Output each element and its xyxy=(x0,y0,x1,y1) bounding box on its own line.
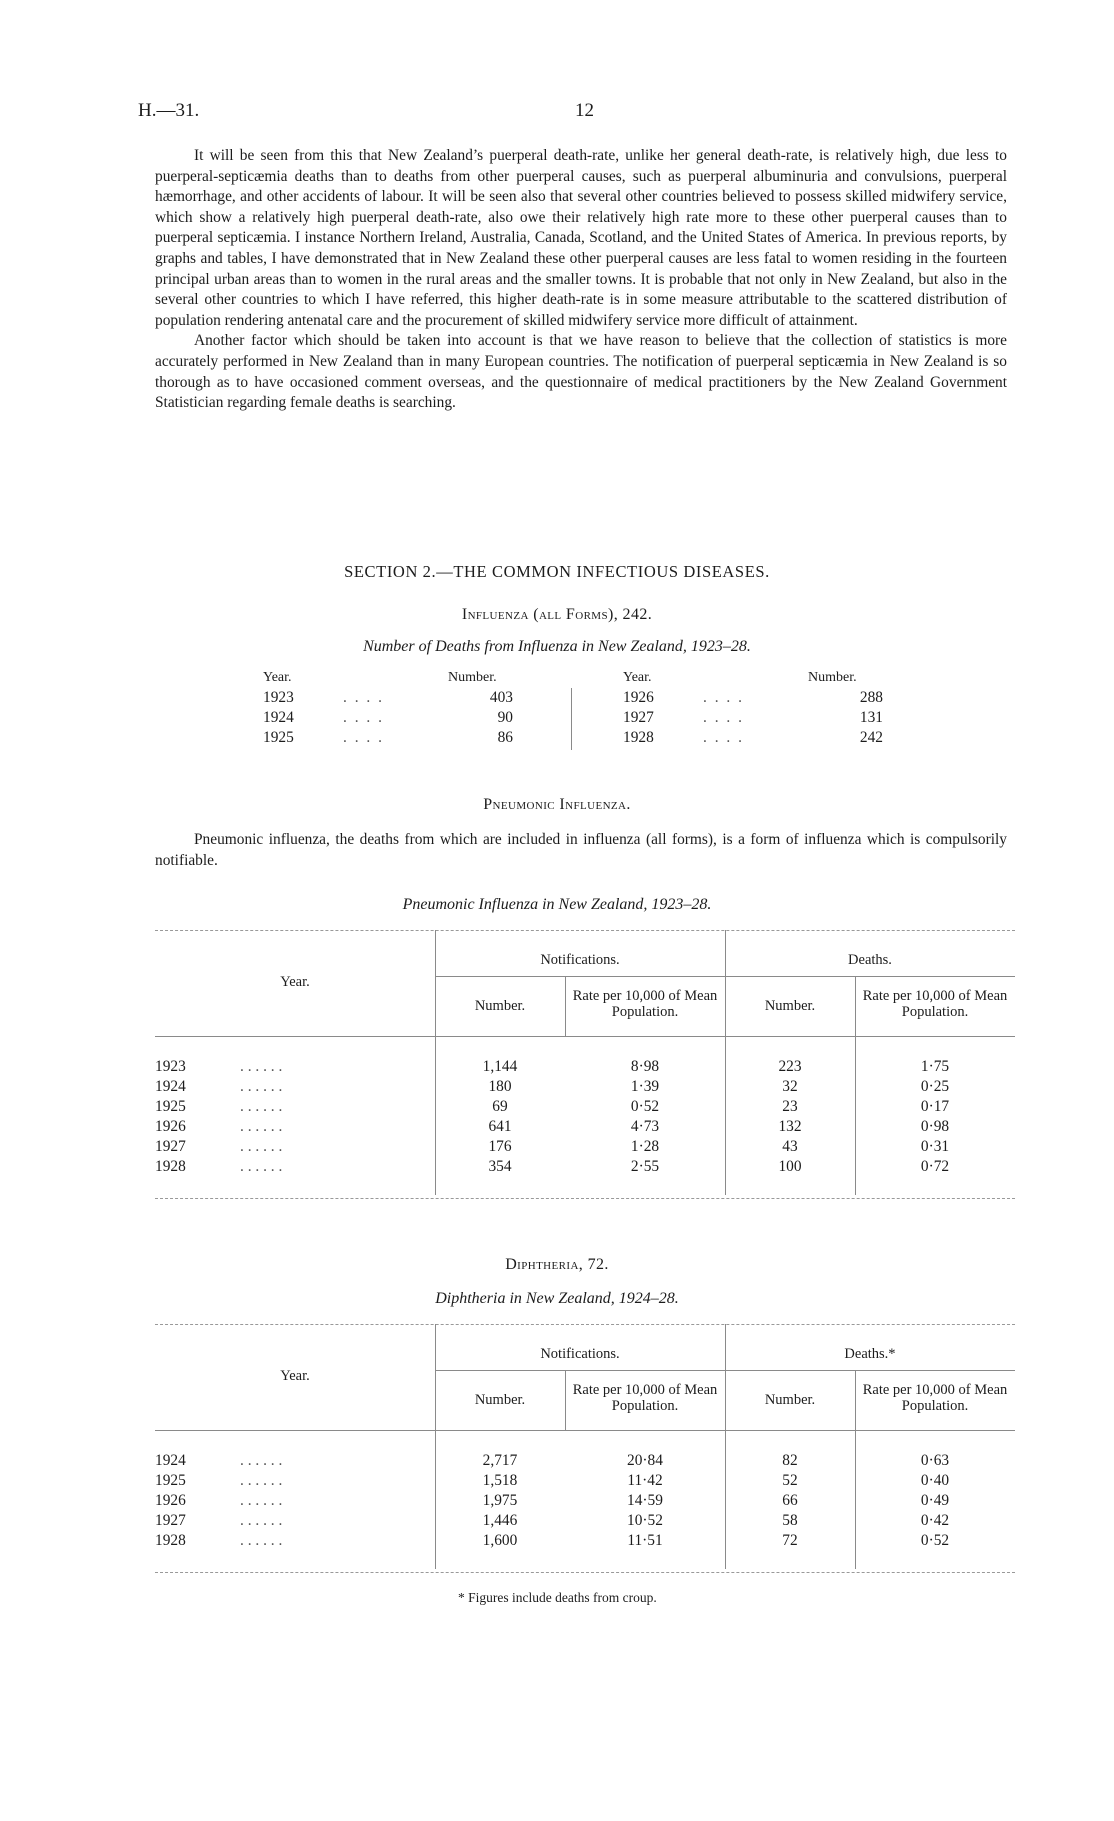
death-rate-cell: 0·25 xyxy=(920,1078,950,1095)
year-cell: 1926 xyxy=(623,689,654,706)
table-row xyxy=(263,709,563,729)
header-rule xyxy=(435,976,1015,977)
year-cell: 1924 xyxy=(263,709,294,726)
death-rate-cell: 0·72 xyxy=(920,1158,950,1175)
column-header-death-rate: Rate per 10,000 of Mean Population. xyxy=(862,1382,1008,1414)
leader-dots: . . . . xyxy=(343,709,384,726)
influenza-heading: Influenza (all Forms), 242. xyxy=(461,606,653,623)
column-header-death-number: Number. xyxy=(764,998,816,1014)
year-cell: 1925 xyxy=(263,729,294,746)
paragraph: Pneumonic influenza, the deaths from which are included in influenza (all forms), is a form of influenza which is compulsorily notifiable. xyxy=(155,831,1007,869)
influenza-table-left xyxy=(263,670,563,756)
death-number-cell: 132 xyxy=(778,1118,802,1135)
notification-number-cell: 1,518 xyxy=(482,1472,518,1489)
notification-number-cell: 1,600 xyxy=(482,1532,518,1549)
leader-dots: . . . . . . xyxy=(240,1058,283,1075)
notification-rate-cell: 1·39 xyxy=(630,1078,660,1095)
leader-dots: . . . . xyxy=(703,689,744,706)
notification-rate-cell: 0·52 xyxy=(630,1098,660,1115)
page-number: 12 xyxy=(575,100,594,121)
year-cell: 1923 xyxy=(155,1058,186,1075)
footnote: * Figures include deaths from croup. xyxy=(458,1590,657,1605)
year-cell: 1927 xyxy=(155,1512,186,1529)
notification-rate-cell: 20·84 xyxy=(627,1452,663,1469)
leader-dots: . . . . . . xyxy=(240,1452,283,1469)
document-reference: H.—31. xyxy=(138,100,200,121)
death-number-cell: 23 xyxy=(782,1098,798,1115)
table-top-rule xyxy=(155,930,1015,931)
year-cell: 1925 xyxy=(155,1472,186,1489)
body-text xyxy=(155,146,1007,414)
table-row xyxy=(155,1138,1015,1158)
notification-number-cell: 1,144 xyxy=(482,1058,518,1075)
notification-number-cell: 1,446 xyxy=(482,1512,518,1529)
notification-number-cell: 2,717 xyxy=(482,1452,518,1469)
death-rate-cell: 0·40 xyxy=(920,1472,950,1489)
leader-dots: . . . . . . xyxy=(240,1098,283,1115)
leader-dots: . . . . . . xyxy=(240,1118,283,1135)
header-rule xyxy=(435,1370,1015,1371)
diphtheria-heading: Diphtheria, 72. xyxy=(505,1256,609,1273)
leader-dots: . . . . xyxy=(703,729,744,746)
death-rate-cell: 0·31 xyxy=(920,1138,950,1155)
table-bottom-rule xyxy=(155,1198,1015,1199)
death-number-cell: 82 xyxy=(782,1452,798,1469)
table-row xyxy=(155,1532,1015,1552)
notification-number-cell: 69 xyxy=(492,1098,508,1115)
table-row xyxy=(623,709,923,729)
page-header xyxy=(138,100,998,124)
death-number-cell: 223 xyxy=(778,1058,802,1075)
death-number-cell: 52 xyxy=(782,1472,798,1489)
year-cell: 1928 xyxy=(155,1532,186,1549)
year-cell: 1928 xyxy=(623,729,654,746)
table-row xyxy=(155,1118,1015,1138)
death-rate-cell: 0·98 xyxy=(920,1118,950,1135)
death-number-cell: 43 xyxy=(782,1138,798,1155)
table-top-rule xyxy=(155,1324,1015,1325)
column-header-notifications: Notifications. xyxy=(540,1346,620,1362)
column-header-number: Number. xyxy=(808,670,857,685)
death-rate-cell: 1·75 xyxy=(920,1058,950,1075)
notification-rate-cell: 2·55 xyxy=(630,1158,660,1175)
notification-rate-cell: 11·51 xyxy=(627,1532,663,1549)
pneumonic-caption: Pneumonic Influenza in New Zealand, 1923–28. xyxy=(402,896,712,913)
number-cell: 90 xyxy=(497,709,513,726)
year-cell: 1923 xyxy=(263,689,294,706)
diphtheria-table xyxy=(155,1324,1015,1576)
column-header-notif-number: Number. xyxy=(474,1392,526,1408)
notification-rate-cell: 4·73 xyxy=(630,1118,660,1135)
notification-rate-cell: 11·42 xyxy=(627,1472,663,1489)
column-header-death-number: Number. xyxy=(764,1392,816,1408)
paragraph: It will be seen from this that New Zealand’s puerperal death-rate, unlike her general death-rate, is relatively high, due less to puerperal-septicæmia deaths than to deaths from other puerperal causes, such as puerperal albuminuria and convulsions, puerperal hæmorrhage, and other accidents of labour. It will be seen also that several other countries believed to possess skilled midwifery service, which show a relatively high puerperal death-rate, also owe their relatively high rate more to these other puerperal causes than to puerperal septicæmia. I instance Northern Ireland, Australia, Canada, Scotland, and the United States of America. In previous reports, by graphs and tables, I have demonstrated that in New Zealand these other puerperal causes are less fatal to women residing in the fourteen principal urban areas than to women in the rural areas and the smaller towns. It is probable that not only in New Zealand, but also in the several other countries to which I have referred, this higher death-rate is in some measure attributable to the scattered distribution of population rendering antenatal care and the procurement of skilled midwifery service more difficult of attainment. xyxy=(155,147,1007,329)
paragraph: Another factor which should be taken into account is that we have reason to believe that the collection of statistics is more accurately performed in New Zealand than in many European countries. The notification of puerperal septicæmia in New Zealand is so thorough as to have occasioned comment overseas, and the questionnaire of medical practitioners by the New Zealand Government Statistician regarding female deaths is searching. xyxy=(155,332,1007,412)
header-bottom-rule xyxy=(155,1036,1015,1037)
year-cell: 1926 xyxy=(155,1118,186,1135)
notification-number-cell: 176 xyxy=(488,1138,512,1155)
diphtheria-caption: Diphtheria in New Zealand, 1924–28. xyxy=(435,1290,679,1307)
notification-number-cell: 354 xyxy=(488,1158,512,1175)
notification-rate-cell: 10·52 xyxy=(627,1512,663,1529)
table-row xyxy=(155,1098,1015,1118)
year-cell: 1924 xyxy=(155,1078,186,1095)
column-header-year: Year. xyxy=(280,1368,310,1384)
year-cell: 1928 xyxy=(155,1158,186,1175)
column-header-deaths: Deaths. xyxy=(848,952,892,968)
year-cell: 1926 xyxy=(155,1492,186,1509)
table-row xyxy=(263,729,563,749)
table-row xyxy=(155,1058,1015,1078)
notification-rate-cell: 1·28 xyxy=(630,1138,660,1155)
notification-number-cell: 641 xyxy=(488,1118,512,1135)
column-divider xyxy=(565,976,566,1036)
death-rate-cell: 0·17 xyxy=(920,1098,950,1115)
column-header-notif-rate: Rate per 10,000 of Mean Population. xyxy=(572,1382,718,1414)
section-title: SECTION 2.—THE COMMON INFECTIOUS DISEASES. xyxy=(344,562,770,581)
death-rate-cell: 0·63 xyxy=(920,1452,950,1469)
year-cell: 1924 xyxy=(155,1452,186,1469)
column-header-notif-number: Number. xyxy=(474,998,526,1014)
column-divider xyxy=(571,688,572,750)
death-rate-cell: 0·52 xyxy=(920,1532,950,1549)
number-cell: 403 xyxy=(489,689,513,706)
leader-dots: . . . . . . xyxy=(240,1472,283,1489)
leader-dots: . . . . . . xyxy=(240,1532,283,1549)
number-cell: 288 xyxy=(859,689,883,706)
notification-number-cell: 180 xyxy=(488,1078,512,1095)
column-header-deaths: Deaths.* xyxy=(844,1346,896,1362)
table-row xyxy=(155,1492,1015,1512)
table-row xyxy=(155,1452,1015,1472)
death-rate-cell: 0·49 xyxy=(920,1492,950,1509)
year-cell: 1925 xyxy=(155,1098,186,1115)
column-header-year: Year. xyxy=(623,670,652,685)
pneumonic-influenza-table xyxy=(155,930,1015,1202)
death-number-cell: 66 xyxy=(782,1492,798,1509)
table-row xyxy=(155,1472,1015,1492)
table-row xyxy=(155,1158,1015,1178)
column-divider xyxy=(565,1370,566,1430)
leader-dots: . . . . xyxy=(343,689,384,706)
number-cell: 86 xyxy=(497,729,513,746)
leader-dots: . . . . . . xyxy=(240,1078,283,1095)
number-cell: 131 xyxy=(859,709,883,726)
notification-rate-cell: 14·59 xyxy=(627,1492,663,1509)
column-header-notif-rate: Rate per 10,000 of Mean Population. xyxy=(572,988,718,1020)
table-row xyxy=(155,1078,1015,1098)
influenza-table-right xyxy=(623,670,923,756)
leader-dots: . . . . . . xyxy=(240,1138,283,1155)
column-header-number: Number. xyxy=(448,670,497,685)
leader-dots: . . . . xyxy=(703,709,744,726)
notification-rate-cell: 8·98 xyxy=(630,1058,660,1075)
leader-dots: . . . . . . xyxy=(240,1492,283,1509)
table-row xyxy=(263,689,563,709)
influenza-caption: Number of Deaths from Influenza in New Zealand, 1923–28. xyxy=(363,638,751,655)
column-header-year: Year. xyxy=(263,670,292,685)
table-bottom-rule xyxy=(155,1572,1015,1573)
leader-dots: . . . . . . xyxy=(240,1158,283,1175)
column-header-death-rate: Rate per 10,000 of Mean Population. xyxy=(862,988,1008,1020)
death-number-cell: 32 xyxy=(782,1078,798,1095)
column-header-year: Year. xyxy=(280,974,310,990)
year-cell: 1927 xyxy=(623,709,654,726)
column-header-notifications: Notifications. xyxy=(540,952,620,968)
death-number-cell: 100 xyxy=(778,1158,802,1175)
table-row xyxy=(155,1512,1015,1532)
pneumonic-text xyxy=(155,830,1007,871)
number-cell: 242 xyxy=(859,729,883,746)
year-cell: 1927 xyxy=(155,1138,186,1155)
death-number-cell: 72 xyxy=(782,1532,798,1549)
header-bottom-rule xyxy=(155,1430,1015,1431)
pneumonic-heading: Pneumonic Influenza. xyxy=(483,796,631,813)
table-row xyxy=(623,689,923,709)
leader-dots: . . . . xyxy=(343,729,384,746)
table-row xyxy=(623,729,923,749)
leader-dots: . . . . . . xyxy=(240,1512,283,1529)
death-rate-cell: 0·42 xyxy=(920,1512,950,1529)
notification-number-cell: 1,975 xyxy=(482,1492,518,1509)
death-number-cell: 58 xyxy=(782,1512,798,1529)
